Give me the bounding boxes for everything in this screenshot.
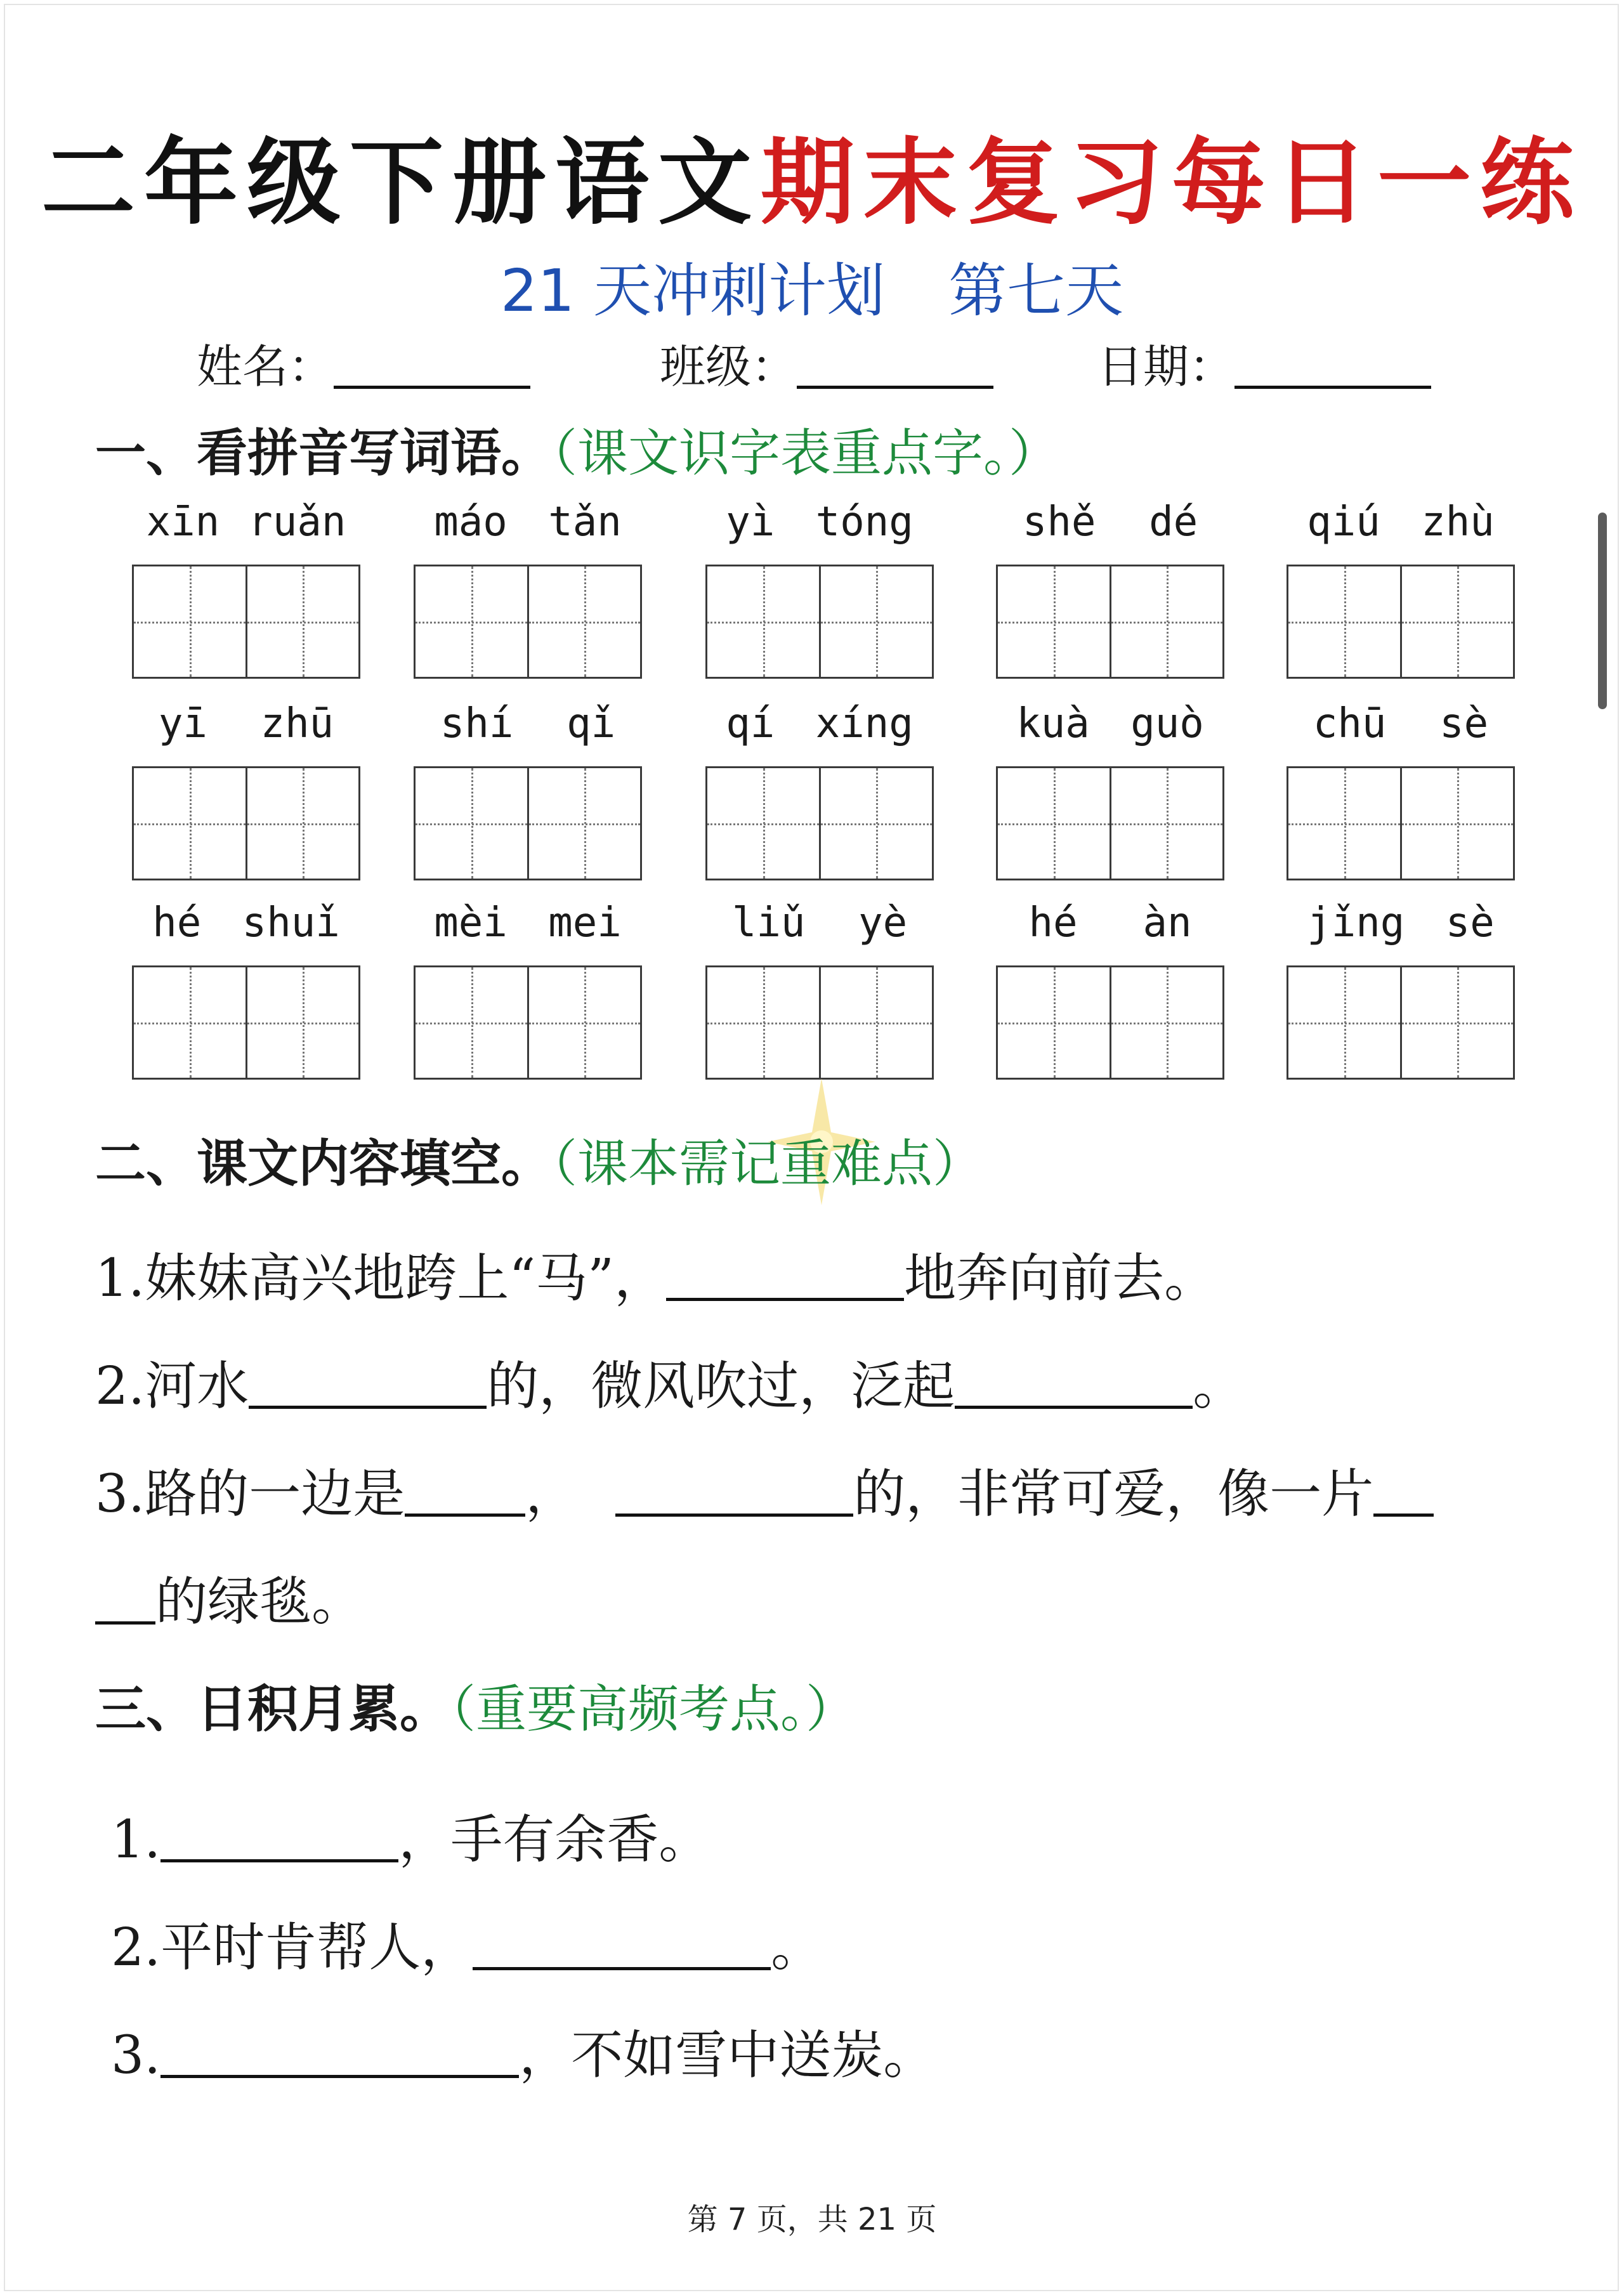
writing-box[interactable] — [1402, 967, 1514, 1078]
pinyin-label — [1287, 488, 1515, 546]
title-part1: 二年级下册语文 — [41, 127, 761, 237]
writing-boxes — [132, 565, 360, 679]
s3q3-text-a: 3. — [111, 2025, 161, 2086]
s3q1-text-b: ，手有余香。 — [398, 1810, 711, 1870]
pinyin-item — [705, 488, 934, 679]
pinyin-syllable: mei — [548, 899, 622, 946]
pinyin-syllable: zhù — [1421, 499, 1495, 546]
writing-box[interactable] — [416, 566, 529, 677]
writing-box[interactable] — [529, 566, 641, 677]
writing-box[interactable] — [134, 566, 247, 677]
section3-note: （重要高频考点。） — [450, 1680, 856, 1739]
subtitle-day: 第七天 — [948, 257, 1124, 325]
pinyin-label — [1287, 690, 1515, 747]
writing-box[interactable] — [998, 768, 1111, 879]
pinyin-item — [705, 889, 934, 1080]
writing-box[interactable] — [247, 967, 359, 1078]
section2-note: （课本需记重难点） — [552, 1134, 983, 1193]
s2q3-blank-3[interactable] — [1373, 1469, 1434, 1517]
section2-question-2 — [95, 1345, 1245, 1419]
s2q2-text-a: 2.河水 — [95, 1356, 249, 1416]
s2q3-text-c: 的，非常可爱，像一片 — [853, 1464, 1374, 1524]
writing-box[interactable] — [821, 566, 933, 677]
writing-box[interactable] — [247, 566, 359, 677]
s2q3-blank-1[interactable] — [405, 1469, 525, 1517]
pinyin-item — [132, 488, 360, 679]
writing-boxes — [1287, 965, 1515, 1080]
pinyin-syllable: guò — [1130, 700, 1204, 747]
pinyin-syllable: kuà — [1016, 700, 1090, 747]
section2-question-1 — [95, 1237, 1216, 1311]
section3-question-1 — [111, 1798, 710, 1873]
class-blank[interactable] — [797, 348, 993, 389]
section3-question-3 — [111, 2014, 935, 2088]
name-field[interactable] — [197, 330, 530, 396]
writing-box[interactable] — [529, 768, 641, 879]
pinyin-syllable: chū — [1313, 700, 1387, 747]
writing-boxes — [1287, 565, 1515, 679]
writing-box[interactable] — [821, 768, 933, 879]
pinyin-syllable: shí — [440, 700, 514, 747]
pinyin-item — [132, 889, 360, 1080]
writing-box[interactable] — [416, 967, 529, 1078]
s3q2-text-b: 。 — [771, 1918, 823, 1978]
writing-boxes — [996, 766, 1224, 880]
subtitle — [0, 244, 1624, 328]
section2-question-3-cont — [95, 1560, 363, 1635]
writing-box[interactable] — [1402, 768, 1514, 879]
writing-box[interactable] — [1288, 967, 1402, 1078]
pinyin-label — [996, 889, 1224, 946]
date-blank[interactable] — [1234, 348, 1431, 389]
pinyin-syllable: tóng — [815, 499, 914, 546]
writing-box[interactable] — [707, 768, 821, 879]
pinyin-item — [1287, 488, 1515, 679]
date-field[interactable] — [1097, 330, 1431, 396]
pinyin-label — [1287, 889, 1515, 946]
section2-heading — [95, 1123, 983, 1196]
page-title — [0, 108, 1624, 242]
writing-box[interactable] — [707, 967, 821, 1078]
pinyin-syllable: xíng — [815, 700, 914, 747]
s2q2-blank-1[interactable] — [249, 1361, 487, 1409]
writing-boxes — [414, 565, 642, 679]
section1-heading — [95, 412, 1059, 485]
writing-boxes — [705, 766, 934, 880]
writing-box[interactable] — [998, 566, 1111, 677]
s2q3-text-b: ， — [525, 1464, 578, 1524]
writing-boxes — [996, 565, 1224, 679]
s3q2-text-a: 2.平时肯帮人， — [111, 1918, 473, 1978]
pinyin-syllable: sè — [1439, 700, 1489, 747]
section2-title: 二、课文内容填空。 — [95, 1134, 552, 1193]
section1-note: （课文识字表重点字。） — [552, 424, 1059, 483]
writing-box[interactable] — [1111, 768, 1223, 879]
pinyin-label — [996, 690, 1224, 747]
s2q1-blank[interactable] — [666, 1253, 904, 1301]
pinyin-label — [414, 488, 642, 546]
writing-boxes — [705, 965, 934, 1080]
s2q3-text-a: 3.路的一边是 — [95, 1464, 405, 1524]
pinyin-syllable: qí — [726, 700, 775, 747]
pinyin-item — [705, 690, 934, 880]
pinyin-item — [414, 488, 642, 679]
writing-box[interactable] — [247, 768, 359, 879]
writing-boxes — [705, 565, 934, 679]
date-label: 日期： — [1097, 340, 1235, 393]
pinyin-label — [414, 889, 642, 946]
pinyin-syllable: àn — [1143, 899, 1192, 946]
pinyin-syllable: sè — [1445, 899, 1495, 946]
pinyin-syllable: dé — [1149, 499, 1198, 546]
pinyin-syllable: qǐ — [566, 700, 616, 747]
pinyin-syllable: shě — [1022, 499, 1096, 546]
pinyin-label — [132, 488, 360, 546]
subtitle-plan: 21 天冲刺计划 — [500, 257, 886, 325]
writing-boxes — [996, 965, 1224, 1080]
section1-title: 一、看拼音写词语。 — [95, 424, 552, 483]
section3-heading — [95, 1668, 856, 1741]
s2q1-text-a: 1.妹妹高兴地跨上“马”， — [95, 1248, 667, 1309]
s2q3-blank-3-cont[interactable] — [95, 1577, 155, 1625]
title-part2: 期末复习每日一练 — [761, 127, 1583, 237]
pinyin-syllable: shuǐ — [242, 899, 340, 946]
pinyin-item — [414, 889, 642, 1080]
writing-boxes — [132, 965, 360, 1080]
section2-question-3 — [95, 1453, 1434, 1527]
pinyin-grid — [0, 488, 1624, 1091]
pinyin-label — [414, 690, 642, 747]
pinyin-item — [414, 690, 642, 880]
pinyin-item — [996, 488, 1224, 679]
pinyin-syllable: hé — [1028, 899, 1078, 946]
s3q1-text-a: 1. — [111, 1810, 161, 1870]
writing-boxes — [414, 766, 642, 880]
pinyin-item — [132, 690, 360, 880]
s2q2-blank-2[interactable] — [955, 1361, 1193, 1409]
writing-box[interactable] — [134, 967, 247, 1078]
name-blank[interactable] — [334, 348, 530, 389]
s3q1-blank[interactable] — [160, 1815, 398, 1862]
pinyin-syllable: jǐng — [1307, 899, 1405, 946]
pinyin-syllable: yè — [858, 899, 908, 946]
s3q3-text-b: ，不如雪中送炭。 — [519, 2025, 936, 2086]
s2q3-blank-2[interactable] — [615, 1469, 853, 1517]
section3-title: 三、日积月累。 — [95, 1680, 450, 1739]
pinyin-syllable: ruǎn — [248, 499, 346, 546]
s3q2-blank[interactable] — [473, 1923, 771, 1970]
pinyin-syllable: yì — [726, 499, 775, 546]
s2q2-text-c: 。 — [1193, 1356, 1245, 1416]
pinyin-syllable: hé — [152, 899, 202, 946]
class-label: 班级： — [660, 340, 797, 393]
pinyin-item — [1287, 690, 1515, 880]
pinyin-label — [132, 690, 360, 747]
pinyin-item — [1287, 889, 1515, 1080]
pinyin-syllable: yī — [158, 700, 207, 747]
pinyin-syllable: máo — [434, 499, 508, 546]
pinyin-item — [996, 889, 1224, 1080]
s2q3-text-d: 的绿毯。 — [155, 1572, 364, 1632]
writing-box[interactable] — [1288, 768, 1402, 879]
writing-box[interactable] — [998, 967, 1111, 1078]
writing-boxes — [132, 766, 360, 880]
pinyin-syllable: mèi — [434, 899, 508, 946]
writing-box[interactable] — [1288, 566, 1402, 677]
s2q1-text-b: 地奔向前去。 — [904, 1248, 1217, 1309]
page-footer: 第 7 页，共 21 页 — [687, 2202, 937, 2237]
writing-box[interactable] — [529, 967, 641, 1078]
writing-box[interactable] — [134, 768, 247, 879]
writing-box[interactable] — [1402, 566, 1514, 677]
s2q2-text-b: 的，微风吹过，泛起 — [487, 1356, 955, 1416]
pinyin-label — [705, 488, 934, 546]
writing-boxes — [414, 965, 642, 1080]
writing-box[interactable] — [1111, 566, 1223, 677]
writing-box[interactable] — [1111, 967, 1223, 1078]
section3-question-2 — [111, 1906, 823, 1980]
class-field[interactable] — [660, 330, 993, 396]
pinyin-label — [996, 488, 1224, 546]
pinyin-item — [996, 690, 1224, 880]
name-label: 姓名： — [197, 340, 334, 393]
s3q3-blank[interactable] — [160, 2030, 519, 2078]
writing-boxes — [1287, 766, 1515, 880]
pinyin-syllable: qiú — [1307, 499, 1380, 546]
pinyin-label — [705, 889, 934, 946]
pinyin-syllable: tǎn — [548, 499, 622, 546]
pinyin-label — [132, 889, 360, 946]
writing-box[interactable] — [821, 967, 933, 1078]
writing-box[interactable] — [416, 768, 529, 879]
pinyin-syllable: zhū — [260, 700, 334, 747]
pinyin-syllable: xīn — [146, 499, 220, 546]
writing-box[interactable] — [707, 566, 821, 677]
pinyin-label — [705, 690, 934, 747]
pinyin-syllable: liǔ — [731, 899, 806, 946]
